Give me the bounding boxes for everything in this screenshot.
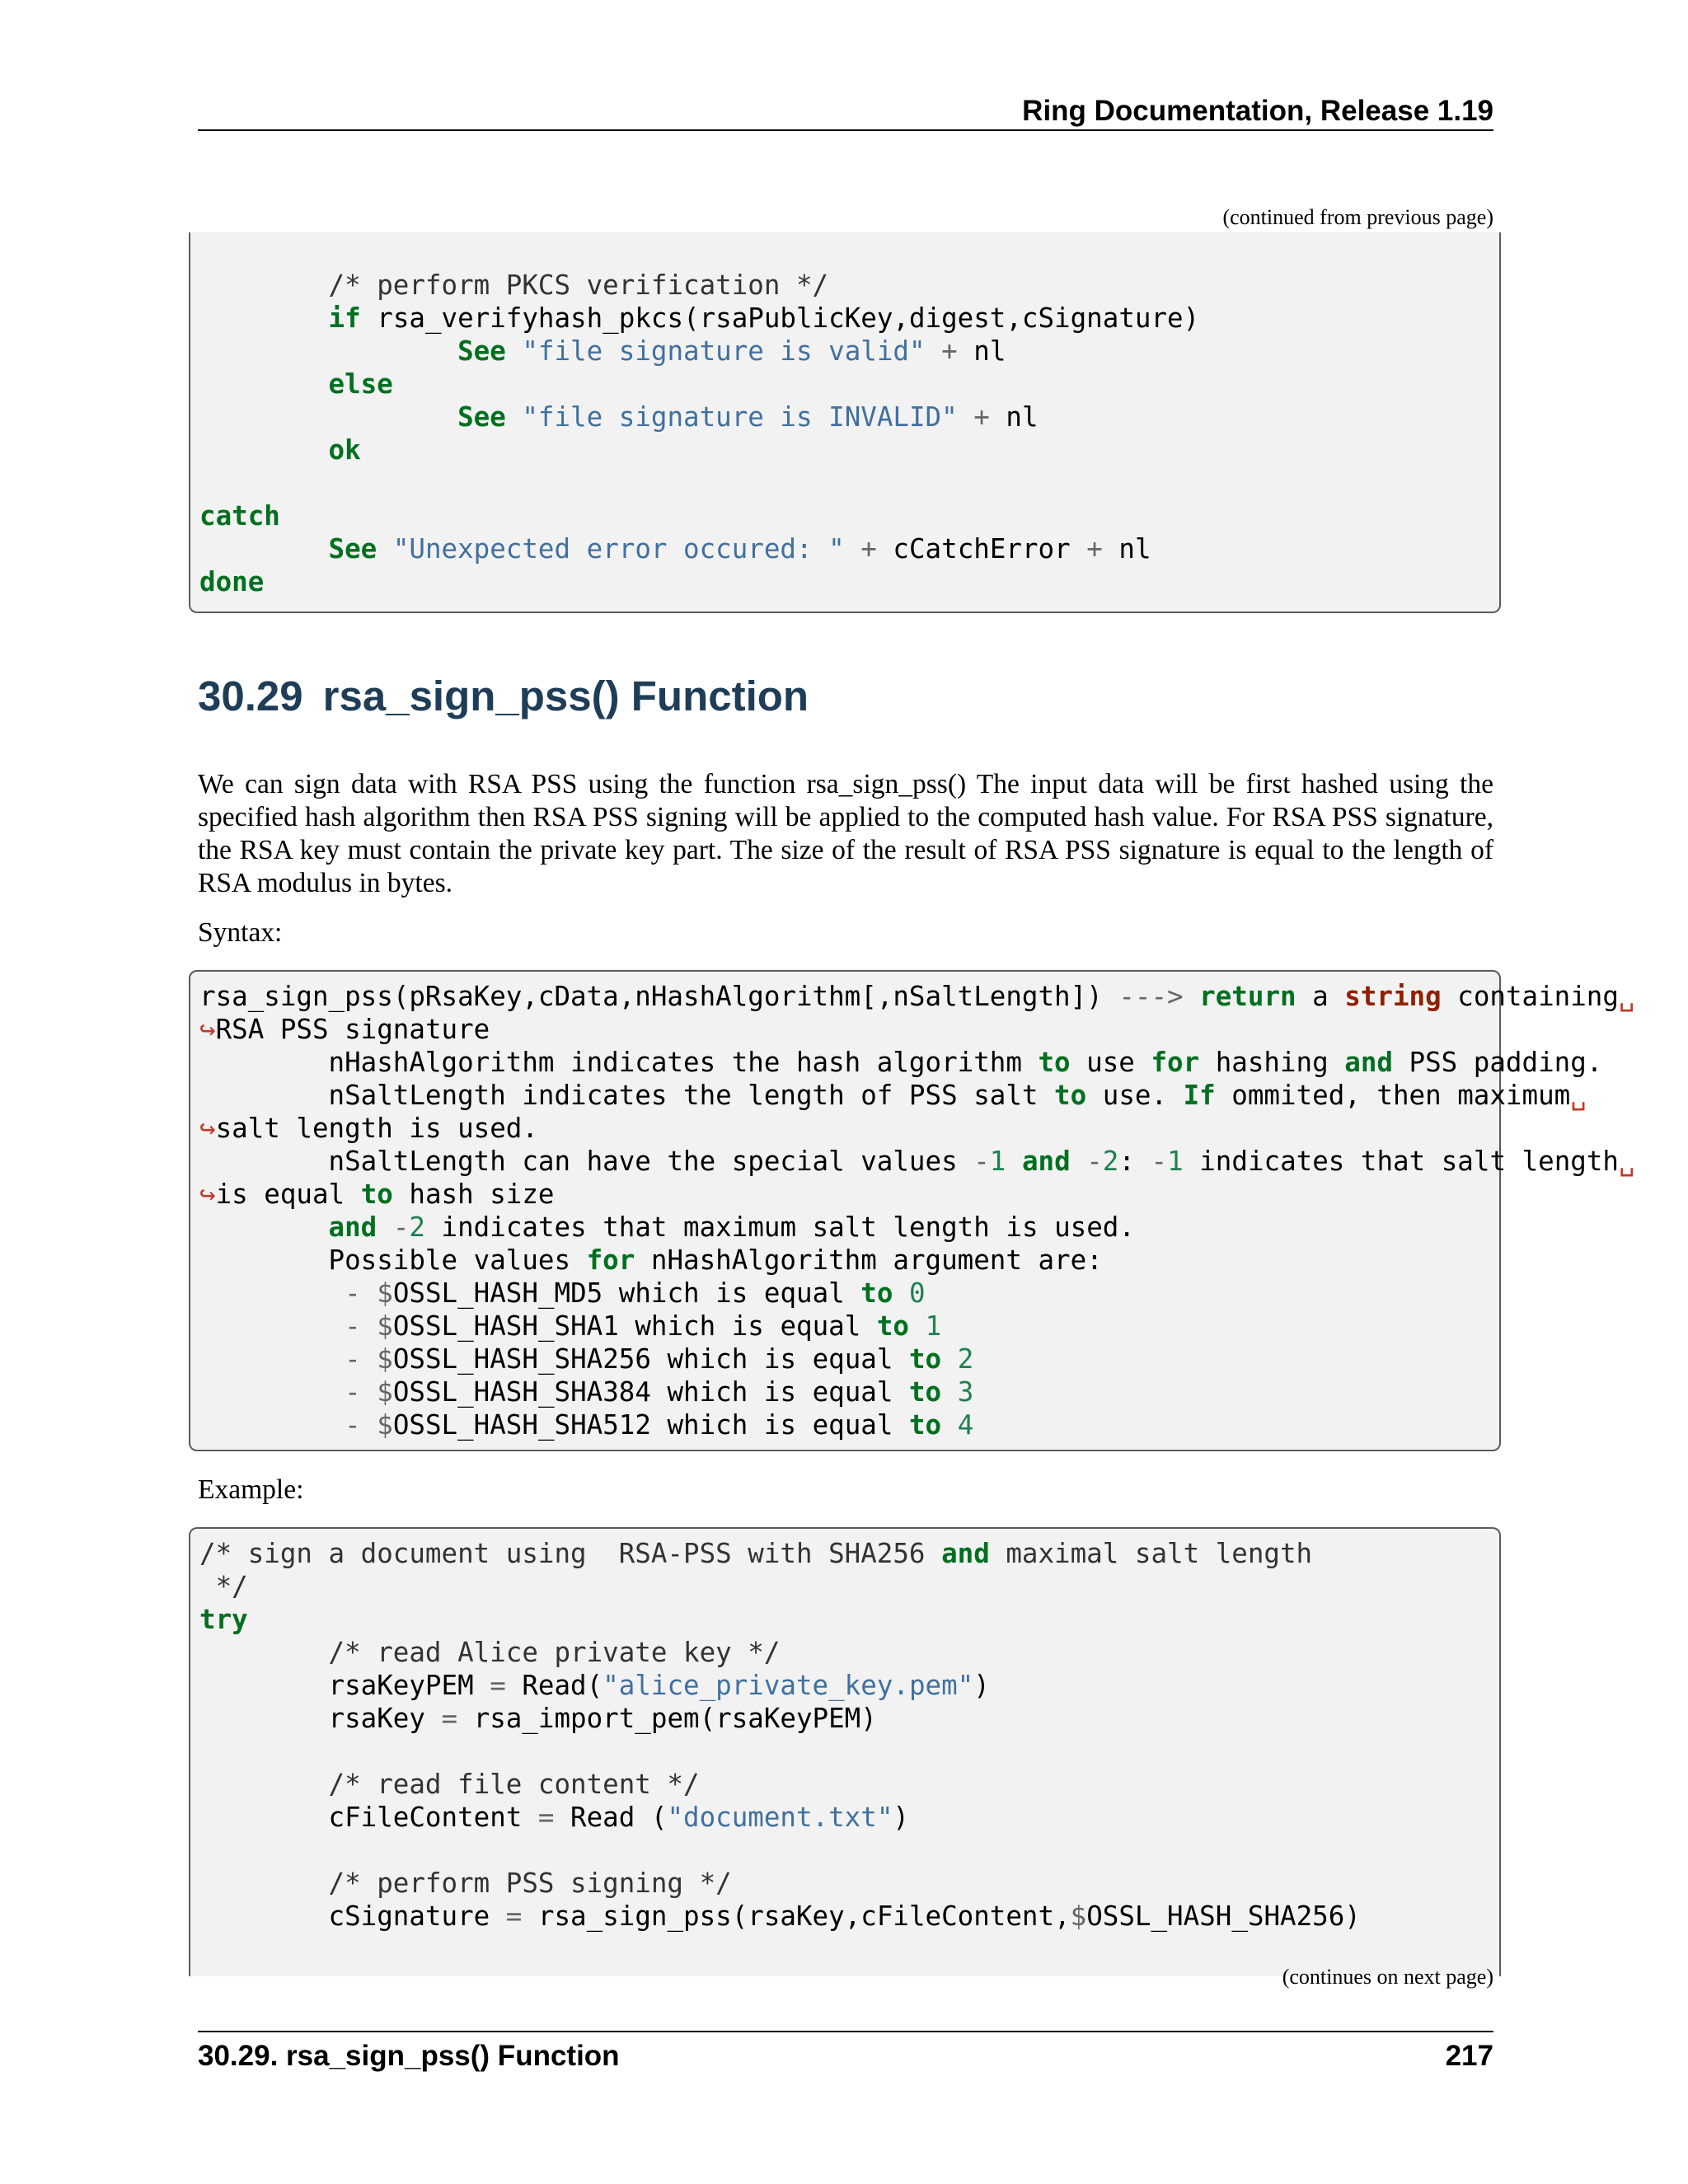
code-token: = <box>537 1802 555 1833</box>
code-token: string <box>1344 981 1442 1012</box>
code-token <box>893 1277 909 1309</box>
code-token: "document.txt" <box>667 1802 893 1833</box>
code-token: nl <box>1102 533 1151 565</box>
code-token: : <box>1118 1146 1151 1177</box>
code-line <box>199 269 828 301</box>
code-token: OSSL_HASH_SHA1 which is equal <box>392 1310 877 1342</box>
code-line <box>199 1376 973 1408</box>
code-token: See <box>457 401 506 433</box>
footer-rule <box>198 2031 1493 2032</box>
code-token: to <box>876 1310 909 1342</box>
code-token <box>199 533 329 565</box>
code-token: catch <box>199 500 280 532</box>
code-line <box>199 533 1151 565</box>
code-token: ␣ <box>1570 1080 1587 1111</box>
code-token: to <box>908 1376 942 1408</box>
code-token: done <box>199 566 265 598</box>
code-token <box>361 1409 377 1441</box>
code-token: nHashAlgorithm indicates the hash algorithm <box>199 1047 1039 1078</box>
code-token: - <box>345 1409 361 1441</box>
code-token <box>199 368 329 400</box>
code-token: ␣ <box>1618 981 1635 1012</box>
code-token: use <box>1070 1047 1151 1078</box>
code-token: - <box>1086 1146 1103 1177</box>
code-token: "file signature is INVALID" <box>522 401 958 433</box>
code-line <box>199 368 393 400</box>
code-token: */ <box>199 1571 248 1602</box>
code-token: for <box>1151 1047 1200 1078</box>
code-line <box>199 1670 990 1701</box>
code-token: OSSL_HASH_SHA512 which is equal <box>392 1409 909 1441</box>
code-text <box>190 1529 1499 1933</box>
code-token: See <box>457 335 506 367</box>
code-line <box>199 1014 490 1045</box>
code-token: /* perform PKCS verification */ <box>199 269 829 301</box>
code-token: to <box>908 1409 942 1441</box>
code-token: for <box>586 1244 635 1276</box>
code-token: - <box>345 1376 361 1408</box>
code-token: nSaltLength indicates the length of PSS salt <box>199 1080 1055 1111</box>
code-token: else <box>328 368 393 400</box>
code-line <box>199 1769 700 1800</box>
section-title <box>198 669 809 724</box>
code-token: ) <box>893 1802 909 1833</box>
code-token: = <box>441 1703 458 1734</box>
code-token: /* perform PSS signing */ <box>199 1868 732 1899</box>
code-token: maximal salt length <box>989 1538 1313 1569</box>
code-token <box>377 533 393 565</box>
code-token: If <box>1183 1080 1216 1111</box>
code-token: 1 <box>925 1310 942 1342</box>
code-token: rsaKeyPEM <box>199 1670 490 1701</box>
code-token: /* sign a document using RSA-PSS with SHA256 <box>199 1538 942 1569</box>
code-token: and <box>941 1538 990 1569</box>
code-token: ↪ <box>199 1179 216 1210</box>
code-token: is equal <box>215 1179 361 1210</box>
code-token <box>199 335 457 367</box>
code-token <box>199 1343 345 1375</box>
code-token: Read ( <box>554 1802 668 1833</box>
code-text <box>190 972 1635 1441</box>
code-token: try <box>199 1604 248 1635</box>
code-token <box>926 335 942 367</box>
code-token <box>361 1376 377 1408</box>
code-token <box>377 1212 393 1243</box>
code-line <box>199 1637 780 1668</box>
code-token: hash size <box>392 1179 555 1210</box>
code-token: "file signature is valid" <box>522 335 926 367</box>
code-line <box>199 1179 555 1210</box>
code-token: $ <box>1070 1900 1087 1932</box>
code-token: PSS padding. <box>1392 1047 1603 1078</box>
code-token: and <box>1021 1146 1071 1177</box>
code-token: = <box>490 1670 506 1701</box>
code-token: $ <box>377 1343 393 1375</box>
code-token <box>199 302 329 334</box>
code-token: OSSL_HASH_SHA256) <box>1086 1900 1361 1932</box>
code-token: "alice_private_key.pem" <box>603 1670 974 1701</box>
code-token: ---> <box>1118 981 1184 1012</box>
code-token: Read( <box>505 1670 603 1701</box>
code-token: and <box>328 1212 377 1243</box>
code-token: 2 <box>409 1212 425 1243</box>
code-token: $ <box>377 1376 393 1408</box>
code-token <box>941 1343 958 1375</box>
code-line <box>199 1900 1361 1932</box>
code-line <box>199 1244 1103 1276</box>
code-token: ␣ <box>1618 1146 1635 1177</box>
code-line <box>199 1113 538 1144</box>
code-block-syntax <box>189 970 1635 1451</box>
code-token: $ <box>377 1310 393 1342</box>
code-token: ommited, then maximum <box>1215 1080 1571 1111</box>
code-token: /* read Alice private key */ <box>199 1637 781 1668</box>
code-token: cSignature <box>199 1900 506 1932</box>
code-line <box>199 401 1039 433</box>
code-line <box>199 302 1199 334</box>
code-token <box>361 1277 377 1309</box>
footer-section: 30.29. rsa_sign_pss() Function <box>198 2040 620 2072</box>
code-token: - <box>345 1310 361 1342</box>
code-token: - <box>392 1212 410 1243</box>
continued-from-note: (continued from previous page) <box>1222 205 1493 229</box>
code-token: and <box>1344 1047 1393 1078</box>
code-line <box>199 1047 1602 1078</box>
code-token: nl <box>989 401 1039 433</box>
code-block-verification <box>189 232 1501 613</box>
syntax-label: Syntax: <box>198 917 283 948</box>
section-description: We can sign data with RSA PSS using the function rsa_sign_pss() The input data will be first hashed using the specified hash algorithm then RSA PSS signing will be applied to the computed hash value. For RSA PSS signature, the RSA key must contain the private key part. The size of the result of RSA PSS signature is equal to the length of RSA modulus in bytes. <box>198 769 1493 898</box>
code-line <box>199 1571 248 1602</box>
code-token: OSSL_HASH_SHA384 which is equal <box>392 1376 909 1408</box>
code-token <box>845 533 861 565</box>
code-token <box>941 1409 958 1441</box>
code-token: 2 <box>1102 1146 1119 1177</box>
code-token: return <box>1199 981 1296 1012</box>
code-line <box>199 335 1006 367</box>
code-token: to <box>1038 1047 1071 1078</box>
code-token: to <box>860 1277 893 1309</box>
code-token: 4 <box>957 1409 974 1441</box>
code-token <box>199 434 329 466</box>
code-token: - <box>973 1146 990 1177</box>
example-label: Example: <box>198 1474 304 1505</box>
code-token: "Unexpected error occured: " <box>392 533 845 565</box>
code-token: to <box>1054 1080 1087 1111</box>
code-line <box>199 1212 1135 1243</box>
code-token: - <box>1151 1146 1168 1177</box>
code-token <box>958 401 974 433</box>
code-token: use. <box>1086 1080 1184 1111</box>
code-line <box>199 500 280 532</box>
code-token <box>199 1409 345 1441</box>
code-line <box>199 1277 926 1309</box>
code-token: ↪ <box>199 1014 216 1045</box>
code-line <box>199 1703 877 1734</box>
code-line <box>199 1802 909 1833</box>
code-token: 1 <box>989 1146 1006 1177</box>
code-token <box>361 1343 377 1375</box>
code-text <box>190 232 1499 598</box>
code-token: = <box>505 1900 523 1932</box>
code-token: 1 <box>1167 1146 1184 1177</box>
page-number: 217 <box>1445 2040 1493 2072</box>
code-token: cFileContent <box>199 1802 538 1833</box>
code-token: 3 <box>957 1376 974 1408</box>
code-token: rsa_import_pem(rsaKeyPEM) <box>457 1703 877 1734</box>
code-line <box>199 1538 1312 1569</box>
code-token: if <box>328 302 361 334</box>
code-token: ↪ <box>199 1113 216 1144</box>
code-line <box>199 1146 1635 1177</box>
code-token: rsa_verifyhash_pkcs(rsaPublicKey,digest,cSignature) <box>360 302 1200 334</box>
code-line <box>199 1409 973 1441</box>
code-token: - <box>345 1343 361 1375</box>
code-token: nHashAlgorithm argument are: <box>635 1244 1103 1276</box>
code-token: + <box>941 335 958 367</box>
running-header: Ring Documentation, Release 1.19 <box>1022 95 1493 127</box>
code-token: OSSL_HASH_MD5 which is equal <box>392 1277 861 1309</box>
code-token <box>199 1212 329 1243</box>
code-token: + <box>860 533 877 565</box>
code-token: 2 <box>957 1343 974 1375</box>
code-token: rsa_sign_pss(rsaKey,cFileContent, <box>522 1900 1071 1932</box>
code-token: rsaKey <box>199 1703 442 1734</box>
code-token <box>199 401 457 433</box>
code-token <box>506 401 523 433</box>
code-token: hashing <box>1199 1047 1345 1078</box>
code-token <box>199 1310 345 1342</box>
code-token: 0 <box>909 1277 926 1309</box>
code-token: See <box>328 533 377 565</box>
code-token: $ <box>377 1409 393 1441</box>
code-token <box>1071 1146 1087 1177</box>
code-token: indicates that salt length <box>1183 1146 1619 1177</box>
code-token: nl <box>957 335 1006 367</box>
section-title-text: rsa_sign_pss() Function <box>322 673 809 719</box>
code-token: ok <box>328 434 361 466</box>
code-token <box>199 1277 345 1309</box>
code-token: ) <box>973 1670 990 1701</box>
code-line <box>199 566 264 598</box>
section-number: 30.29 <box>198 673 303 719</box>
code-line <box>199 1343 973 1375</box>
code-token: to <box>908 1343 942 1375</box>
code-token: $ <box>377 1277 393 1309</box>
code-token: indicates that maximum salt length is used. <box>424 1212 1135 1243</box>
code-token <box>1006 1146 1022 1177</box>
code-token: Possible values <box>199 1244 587 1276</box>
header-rule <box>198 129 1493 131</box>
code-token: OSSL_HASH_SHA256 which is equal <box>392 1343 909 1375</box>
code-token: a <box>1296 981 1345 1012</box>
code-token: /* read file content */ <box>199 1769 700 1800</box>
code-token: to <box>360 1179 393 1210</box>
code-line <box>199 1604 248 1635</box>
code-line <box>199 434 361 466</box>
continues-on-note: (continues on next page) <box>1282 1965 1493 1989</box>
code-line <box>199 1868 732 1899</box>
code-line <box>199 1080 1587 1111</box>
code-token: - <box>345 1277 361 1309</box>
code-block-example <box>189 1527 1501 1976</box>
code-token: RSA PSS signature <box>215 1014 490 1045</box>
code-token <box>361 1310 377 1342</box>
code-token <box>1184 981 1200 1012</box>
code-token <box>941 1376 958 1408</box>
code-token: salt length is used. <box>215 1113 538 1144</box>
code-line <box>199 1310 941 1342</box>
code-token <box>506 335 523 367</box>
code-token <box>199 1376 345 1408</box>
code-token: + <box>1086 533 1103 565</box>
code-token: + <box>973 401 990 433</box>
code-token: cCatchError <box>876 533 1087 565</box>
code-token: containing <box>1441 981 1619 1012</box>
code-line <box>199 981 1635 1012</box>
code-token: rsa_sign_pss(pRsaKey,cData,nHashAlgorithm[,nSaltLength]) <box>199 981 1119 1012</box>
code-token <box>909 1310 926 1342</box>
code-token: nSaltLength can have the special values <box>199 1146 974 1177</box>
